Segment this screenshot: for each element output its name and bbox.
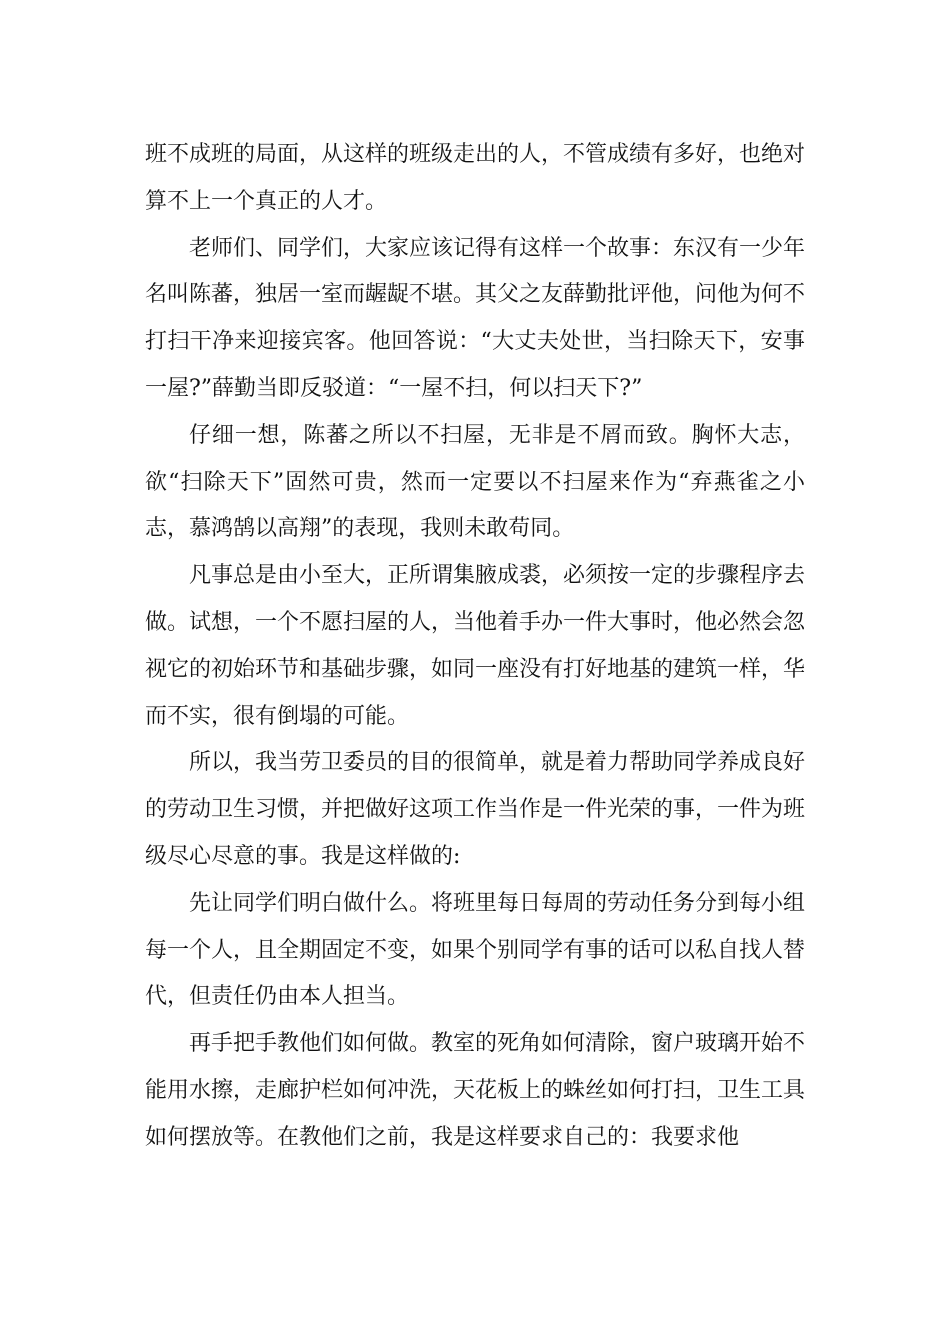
paragraph-small-to-large: 凡事总是由小至大，正所谓集腋成裘，必须按一定的步骤程序去做。试想，一个不愿扫屋的人，当他着手办一件大事时，他必然会忽视它的初始环节和基础步骤，如同一座没有打好地基的建筑一样，华而不实，很有倒塌的可能。 xyxy=(145,563,806,729)
paragraph-purpose: 所以，我当劳卫委员的目的很简单，就是着力帮助同学养成良好的劳动卫生习惯，并把做好这项工作当作是一件光荣的事，一件为班级尽心尽意的事。我是这样做的: xyxy=(145,750,806,869)
paragraph-what-to-do: 先让同学们明白做什么。将班里每日每周的劳动任务分到每小组每一个人，且全期固定不变，如果个别同学有事的话可以私自找人替代，但责任仍由本人担当。 xyxy=(145,890,806,1010)
paragraph-reflection: 仔细一想，陈蕃之所以不扫屋，无非是不屑而致。胸怀大志，欲“扫除天下”固然可贵，然而一定要以不扫屋来作为“弃燕雀之小志，慕鸿鹄以高翔”的表现，我则未敢苟同。 xyxy=(145,422,805,542)
paragraph-story: 老师们、同学们，大家应该记得有这样一个故事：东汉有一少年名叫陈蕃，独居一室而龌龊不堪。其父之友薛勤批评他，问他为何不打扫干净来迎接宾客。他回答说：“大丈夫处世，当扫除天下，安事一屋?”薛勤当即反驳道：“一屋不扫，何以扫天下?” xyxy=(145,235,806,401)
document-body xyxy=(145,132,805,1162)
paragraph-how-to-do: 再手把手教他们如何做。教室的死角如何清除，窗户玻璃开始不能用水擦，走廊护栏如何冲洗，天花板上的蛛丝如何打扫，卫生工具如何摆放等。在教他们之前，我是这样要求自己的：我要求他 xyxy=(145,1031,806,1150)
paragraph-continuation: 班不成班的局面，从这样的班级走出的人，不管成绩有多好，也绝对算不上一个真正的人才。 xyxy=(145,142,806,214)
